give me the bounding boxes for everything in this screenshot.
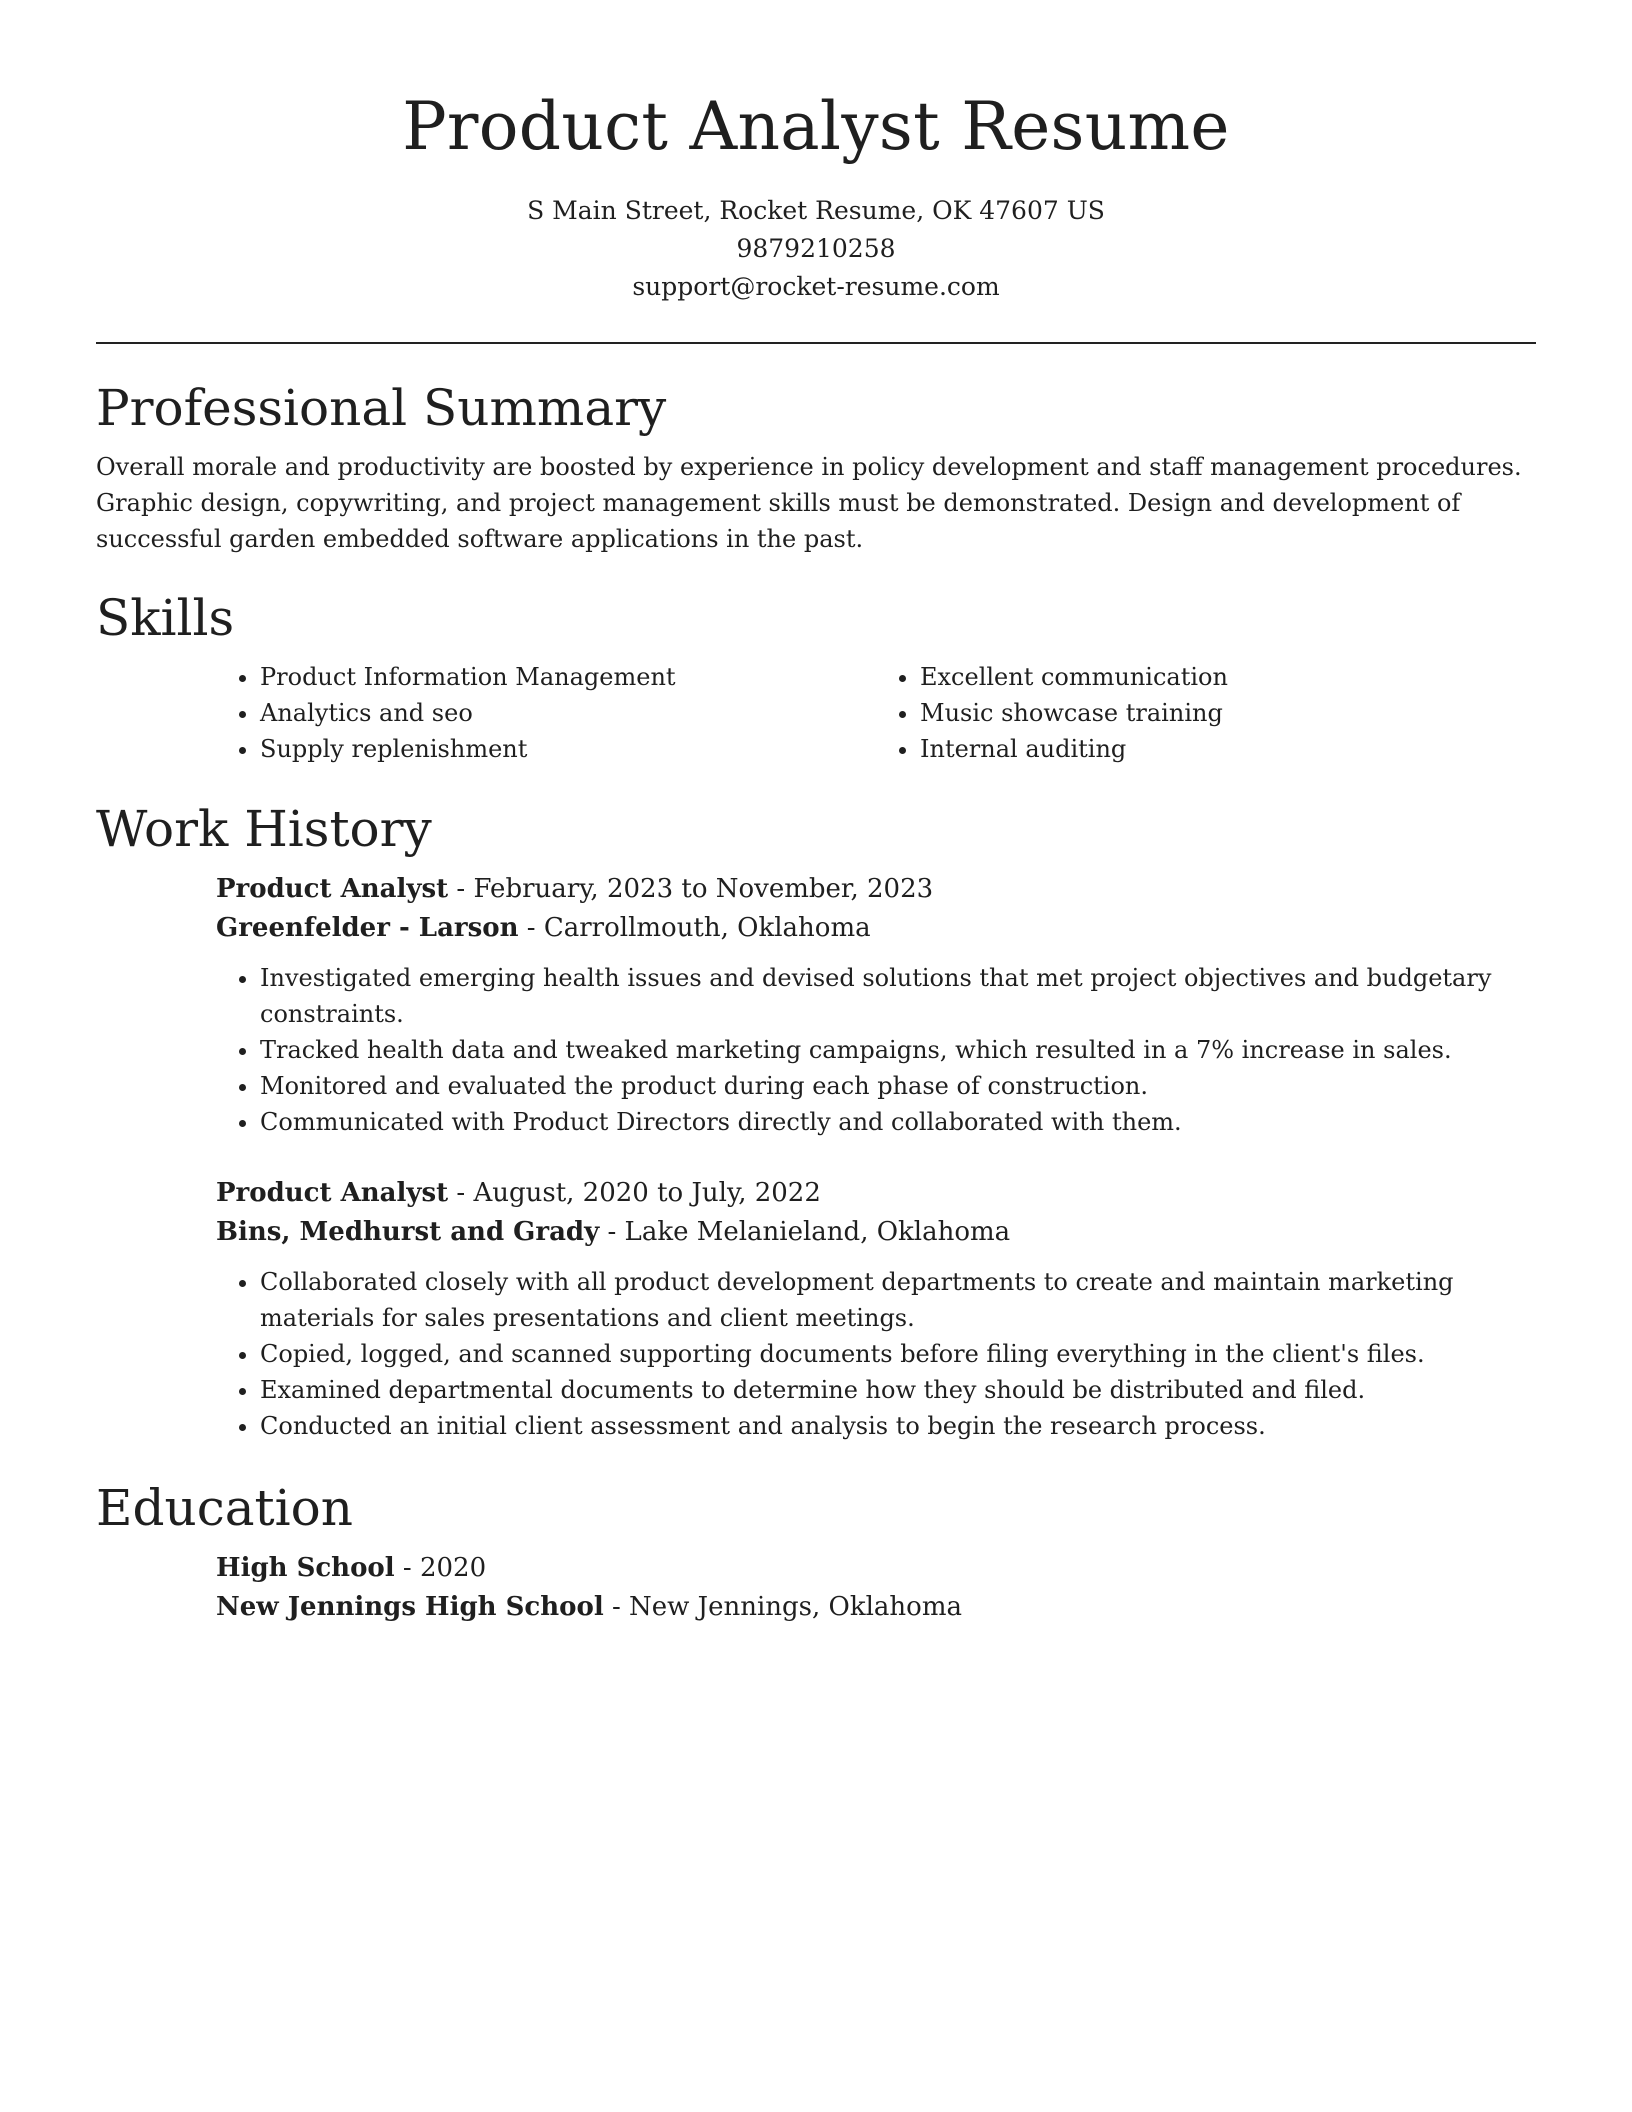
page-title: Product Analyst Resume bbox=[402, 88, 1230, 165]
summary-text: Overall morale and productivity are boosted by experience in policy development and staff management procedures. Graphic design, copywriting, and project management skills must be demonstrated. Design and development of successful garden embedded software applications in the past. bbox=[96, 453, 1522, 553]
skill-item: • Internal auditing bbox=[920, 731, 1536, 767]
resume-page bbox=[96, 0, 1536, 1622]
job-entry bbox=[216, 1174, 1536, 1444]
education-degree: High School bbox=[216, 1553, 395, 1583]
job-bullet: • Conducted an initial client assessment and analysis to begin the research process. bbox=[260, 1408, 1536, 1444]
job-bullet: • Examined departmental documents to determine how they should be distributed and filed. bbox=[260, 1372, 1536, 1408]
job-bullet: • Communicated with Product Directors directly and collaborated with them. bbox=[260, 1104, 1536, 1140]
education-school: New Jennings High School bbox=[216, 1592, 604, 1622]
header-divider bbox=[96, 342, 1536, 344]
job-company: Bins, Medhurst and Grady bbox=[216, 1217, 600, 1247]
job-bullet: • Tracked health data and tweaked marketing campaigns, which resulted in a 7% increase in sales. bbox=[260, 1032, 1536, 1068]
work-section bbox=[96, 796, 1536, 1444]
skill-item: • Excellent communication bbox=[920, 659, 1536, 695]
job-company-line bbox=[216, 1213, 1536, 1252]
resume-header bbox=[96, 0, 1536, 344]
skill-item: • Product Information Management bbox=[260, 659, 876, 695]
education-heading: Education bbox=[96, 1479, 353, 1537]
skills-column-1 bbox=[216, 659, 876, 767]
education-section bbox=[96, 1475, 1536, 1627]
job-bullet: • Investigated emerging health issues and devised solutions that met project objectives and budgetary constraints. bbox=[260, 960, 1536, 1032]
job-bullets bbox=[216, 960, 1536, 1140]
job-dates: - February, 2023 to November, 2023 bbox=[448, 874, 934, 904]
job-bullet: • Monitored and evaluated the product during each phase of construction. bbox=[260, 1068, 1536, 1104]
jobs-list bbox=[216, 870, 1536, 1444]
job-bullet: • Collaborated closely with all product development departments to create and maintain marketing materials for sales presentations and client meetings. bbox=[260, 1264, 1536, 1336]
skills-grid bbox=[216, 659, 1536, 767]
education-degree-line bbox=[216, 1549, 1536, 1588]
address: S Main Street, Rocket Resume, OK 47607 US bbox=[527, 196, 1105, 225]
job-title-line bbox=[216, 870, 1536, 909]
education-year: - 2020 bbox=[394, 1553, 487, 1583]
job-entry bbox=[216, 870, 1536, 1140]
job-title: Product Analyst bbox=[216, 1178, 449, 1208]
education-location: - New Jennings, Oklahoma bbox=[603, 1592, 962, 1622]
job-bullets bbox=[216, 1264, 1536, 1444]
job-bullet: • Copied, logged, and scanned supporting documents before filing everything in the client's files. bbox=[260, 1336, 1536, 1372]
work-heading: Work History bbox=[96, 800, 432, 858]
skills-heading: Skills bbox=[96, 589, 235, 647]
job-location: - Carrollmouth, Oklahoma bbox=[518, 913, 871, 943]
education-entry bbox=[216, 1549, 1536, 1627]
job-company: Greenfelder - Larson bbox=[216, 913, 519, 943]
education-school-line bbox=[216, 1588, 1536, 1627]
job-company-line bbox=[216, 909, 1536, 948]
job-title: Product Analyst bbox=[216, 874, 449, 904]
skill-item: • Music showcase training bbox=[920, 695, 1536, 731]
summary-heading: Professional Summary bbox=[96, 379, 667, 437]
skills-section bbox=[96, 585, 1536, 767]
email: support@rocket-resume.com bbox=[632, 272, 1000, 301]
job-title-line bbox=[216, 1174, 1536, 1213]
phone: 9879210258 bbox=[736, 234, 896, 263]
summary-section bbox=[96, 375, 1536, 557]
skill-item: • Supply replenishment bbox=[260, 731, 876, 767]
skills-column-2 bbox=[876, 659, 1536, 767]
job-location: - Lake Melanieland, Oklahoma bbox=[599, 1217, 1011, 1247]
contact-block bbox=[96, 192, 1536, 306]
job-dates: - August, 2020 to July, 2022 bbox=[448, 1178, 821, 1208]
skill-item: • Analytics and seo bbox=[260, 695, 876, 731]
